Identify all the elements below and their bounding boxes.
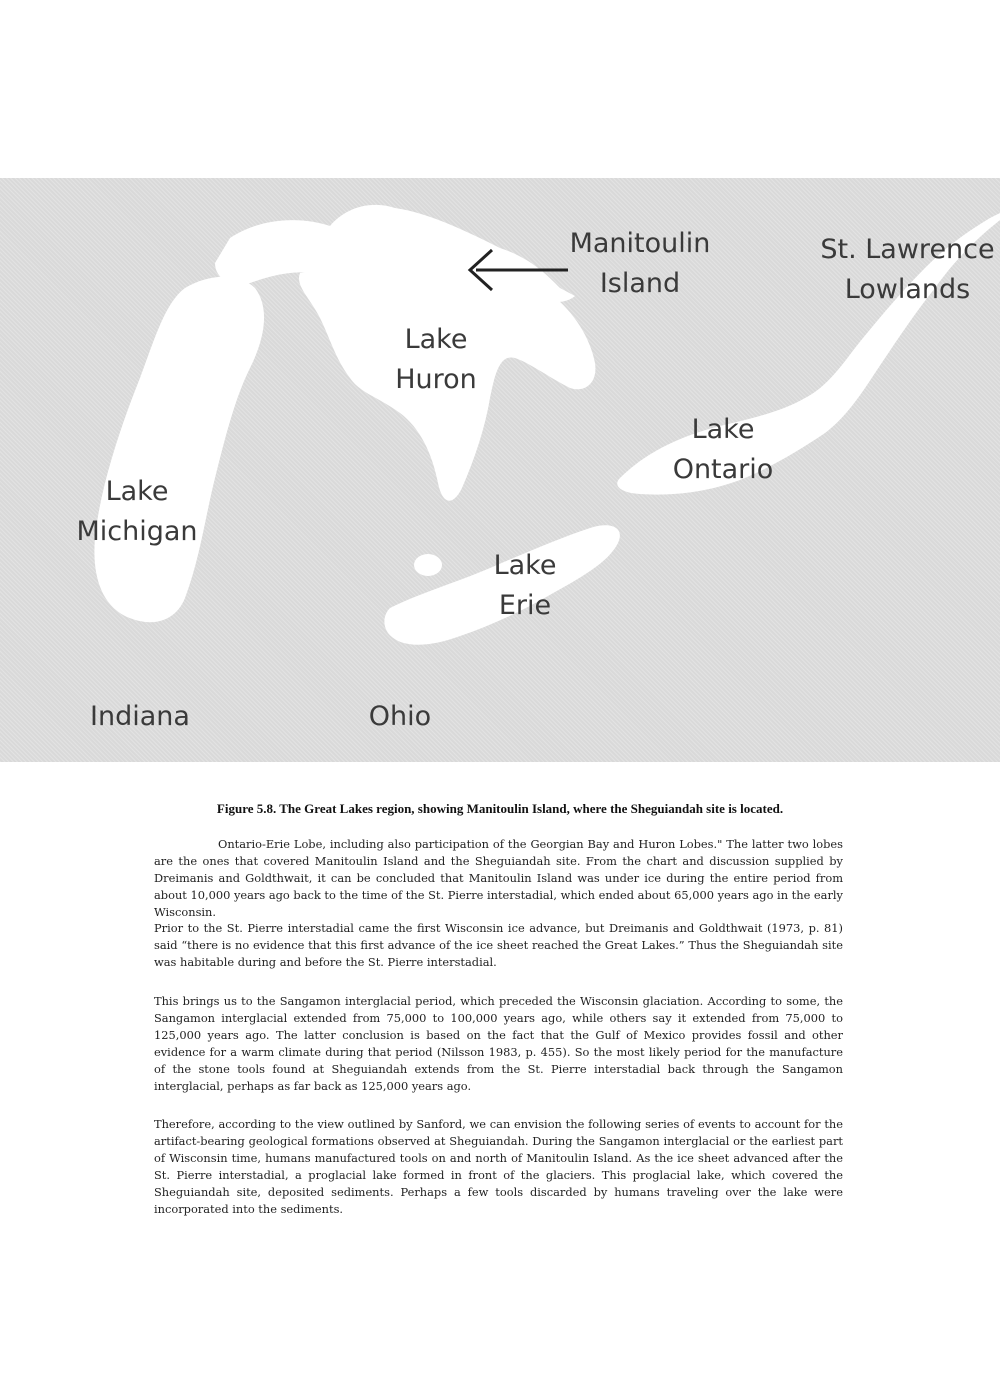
great-lakes-map — [0, 178, 1000, 762]
label-st-lawrence-lowlands — [800, 230, 1000, 310]
label-st-lawrence-line2: Lowlands — [844, 274, 971, 305]
label-ontario-line1: Lake — [691, 414, 755, 445]
figure-caption: Figure 5.8. The Great Lakes region, showing Manitoulin Island, where the Sheguiandah site is located. — [216, 801, 784, 816]
paragraph-2: Prior to the St. Pierre interstadial came the first Wisconsin ice advance, but Dreimanis and Goldthwait (1973, p. 81) said “there is no evidence that this first advance of the ice sheet reached the Great Lakes.” Thus the Sheguiandah site was habitable during and before the St. Pierre interstadial. — [154, 921, 843, 969]
label-manitoulin-island — [555, 224, 725, 304]
paragraph-3: This brings us to the Sangamon interglacial period, which preceded the Wisconsin glaciation. According to some, the Sangamon interglacial extended from 75,000 to 100,000 years ago, while others say it extended from 75,000 to 125,000 years ago. The latter conclusion is based on the fact that the Gulf of Mexico provides fossil and other evidence for a warm climate during that period (Nilsson 1983, p. 455). So the most likely period for the manufacture of the stone tools found at Sheguiandah extends from the St. Pierre interstadial back through the Sangamon interglacial, perhaps as far back as 125,000 years ago. — [154, 994, 843, 1093]
label-st-lawrence-line1: St. Lawrence — [820, 234, 995, 265]
label-manitoulin-line2: Island — [599, 268, 681, 299]
paragraph-1: Ontario-Erie Lobe, including also participation of the Georgian Bay and Huron Lobes." The latter two lobes are the ones that covered Manitoulin Island and the Sheguiandah site. From the chart and discussion supplied by Dreimanis and Goldthwait, it can be concluded that Manitoulin Island was under ice during the entire period from about 10,000 years ago back to the time of the St. Pierre interstadial, which ended about 65,000 years ago in the early Wisconsin. — [154, 837, 843, 919]
label-lake-ontario — [658, 410, 788, 490]
label-ontario-line2: Ontario — [672, 454, 774, 485]
label-michigan-line1: Lake — [105, 476, 169, 507]
label-huron-line2: Huron — [395, 364, 477, 395]
lake-michigan-shape — [94, 277, 264, 622]
lake-st-clair-shape — [414, 554, 442, 576]
label-ohio: Ohio — [368, 701, 432, 732]
paragraph-4: Therefore, according to the view outlined by Sanford, we can envision the following series of events to account for the artifact-bearing geological formations observed at Sheguiandah. During the Sangamon interglacial or the earliest part of Wisconsin time, humans manufactured tools on and north of Manitoulin Island. As the ice sheet advanced after the St. Pierre interstadial, a proglacial lake formed in front of the glaciers. This proglacial lake, which covered the Sheguiandah site, deposited sediments. Perhaps a few tools discarded by humans traveling over the lake were incorporated into the sediments. — [154, 1117, 843, 1216]
label-erie-line2: Erie — [498, 590, 552, 621]
label-lake-erie — [470, 546, 580, 626]
label-huron-line1: Lake — [404, 324, 468, 355]
label-manitoulin-line1: Manitoulin — [569, 228, 711, 259]
label-indiana: Indiana — [90, 701, 190, 732]
label-lake-michigan — [62, 472, 212, 552]
label-lake-huron — [376, 320, 496, 400]
label-erie-line1: Lake — [493, 550, 557, 581]
label-michigan-line2: Michigan — [76, 516, 198, 547]
